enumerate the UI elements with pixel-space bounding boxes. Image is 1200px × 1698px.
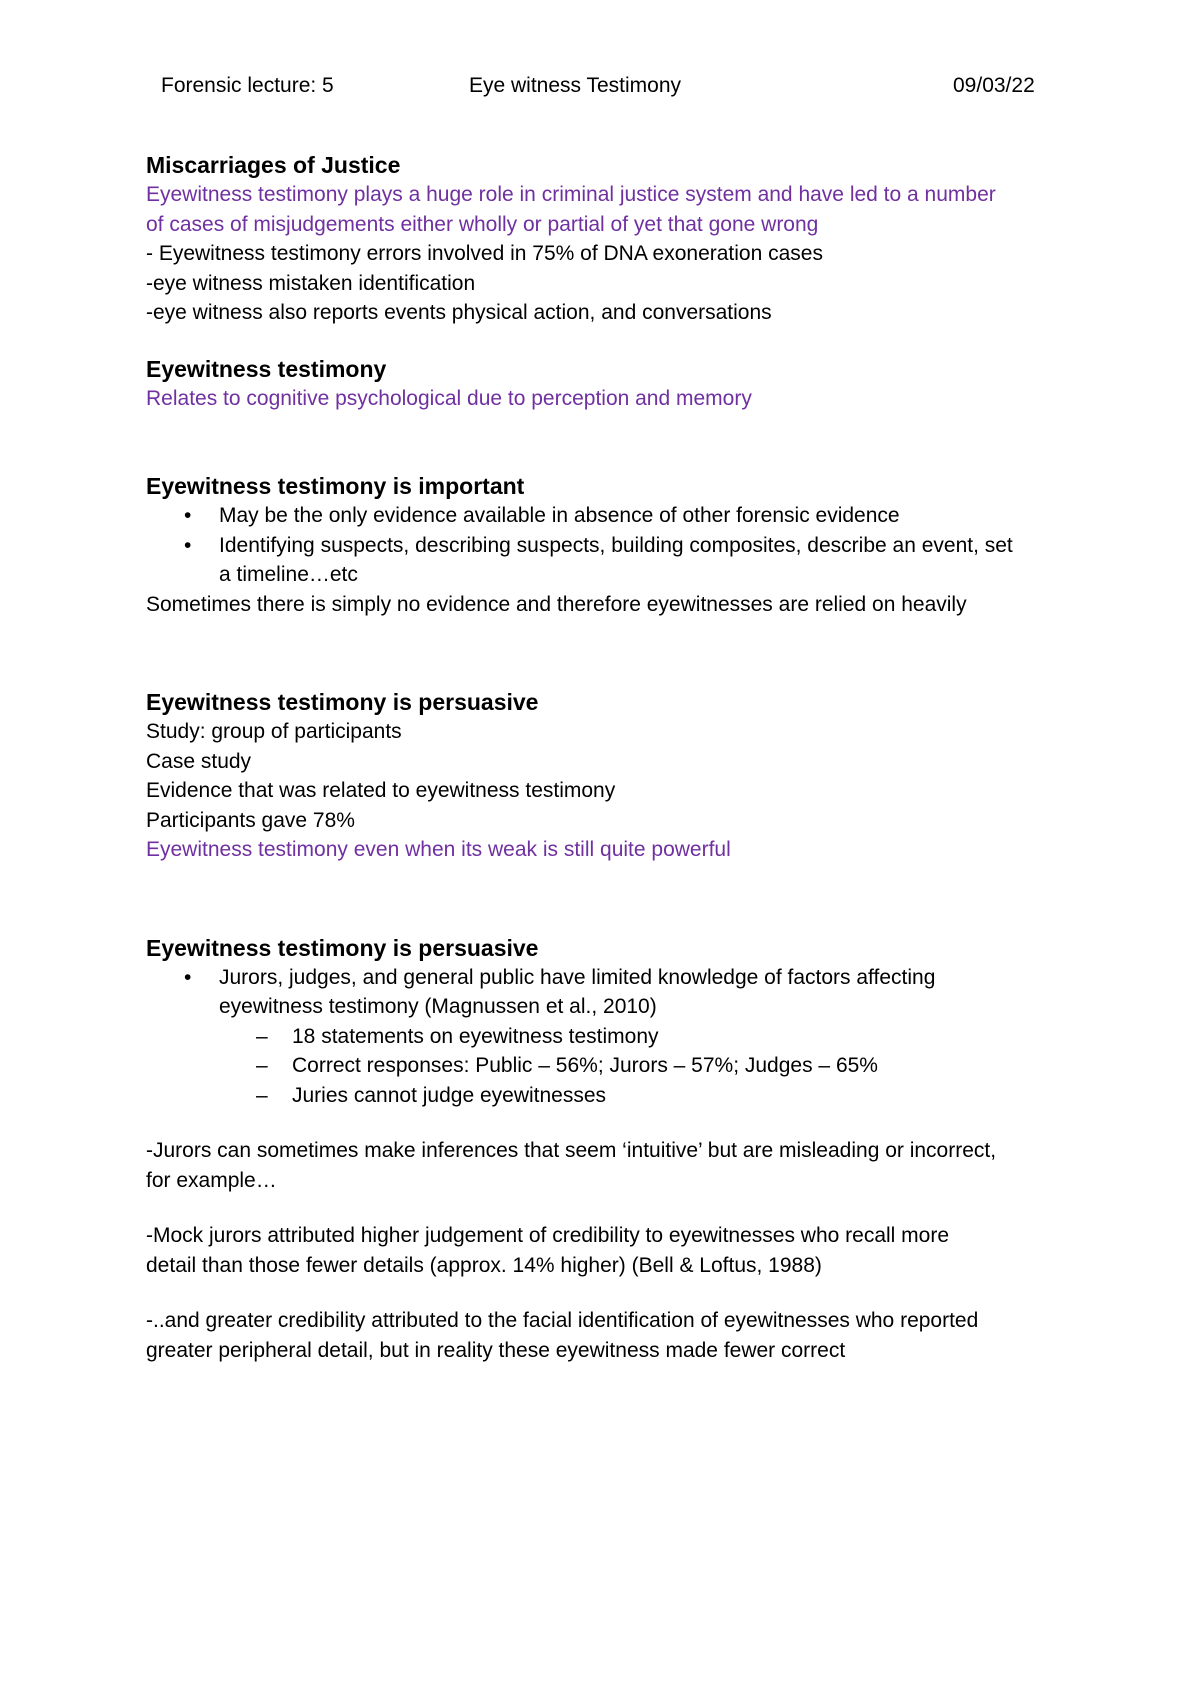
miscarriages-intro-line-1: Eyewitness testimony plays a huge role in criminal justice system and have led to a number bbox=[146, 183, 996, 206]
persuasive-2-subpoint-1: – 18 statements on eyewitness testimony bbox=[146, 1022, 1066, 1052]
section-heading-persuasive-2: Eyewitness testimony is persuasive bbox=[146, 934, 539, 961]
section-heading-important: Eyewitness testimony is important bbox=[146, 473, 525, 499]
spacer bbox=[146, 413, 1066, 471]
section-heading-eyewitness: Eyewitness testimony bbox=[146, 355, 387, 382]
spacer bbox=[146, 1195, 1066, 1221]
spacer bbox=[146, 1110, 1066, 1136]
important-closing: Sometimes there is simply no evidence and therefore eyewitnesses are relied on heavily bbox=[146, 592, 967, 616]
spacer bbox=[146, 328, 1066, 354]
section-heading-miscarriages: Miscarriages of Justice bbox=[146, 152, 401, 178]
document-body bbox=[146, 150, 1066, 1365]
persuasive-1-line-4: Participants gave 78% bbox=[146, 808, 355, 832]
important-bullet-2-continued: a timeline…etc bbox=[219, 563, 358, 586]
header-lecture-number: Forensic lecture: 5 bbox=[161, 74, 334, 97]
spacer bbox=[146, 865, 1066, 933]
persuasive-2-paragraph-2-line-2: detail than those fewer details (approx. 14% higher) (Bell & Loftus, 1988) bbox=[146, 1253, 822, 1277]
persuasive-2-subpoint-3: – Juries cannot judge eyewitnesses bbox=[146, 1081, 1066, 1111]
persuasive-1-note: Eyewitness testimony even when its weak is still quite powerful bbox=[146, 838, 731, 861]
persuasive-1-line-1: Study: group of participants bbox=[146, 720, 402, 743]
persuasive-1-line-3: Evidence that was related to eyewitness testimony bbox=[146, 779, 616, 802]
persuasive-2-paragraph-1-line-1: -Jurors can sometimes make inferences that seem ‘intuitive’ but are misleading or incorrect, bbox=[146, 1139, 997, 1162]
spacer bbox=[146, 619, 1066, 687]
spacer bbox=[146, 1280, 1066, 1306]
persuasive-1-line-2: Case study bbox=[146, 749, 252, 773]
section-heading-persuasive-1: Eyewitness testimony is persuasive bbox=[146, 689, 539, 715]
persuasive-2-subpoint-2: – Correct responses: Public – 56%; Jurors – 57%; Judges – 65% bbox=[146, 1051, 1066, 1081]
miscarriages-point-2: -eye witness mistaken identification bbox=[146, 271, 476, 295]
important-bullet-2: • Identifying suspects, describing suspects, building composites, describe an event, set bbox=[146, 531, 1066, 561]
header-date: 09/03/22 bbox=[953, 74, 1035, 97]
persuasive-2-paragraph-1-line-2: for example… bbox=[146, 1168, 277, 1192]
miscarriages-point-1: - Eyewitness testimony errors involved in 75% of DNA exoneration cases bbox=[146, 242, 823, 265]
important-bullet-1: • May be the only evidence available in absence of other forensic evidence bbox=[146, 501, 1066, 531]
miscarriages-point-3: -eye witness also reports events physical action, and conversations bbox=[146, 301, 772, 324]
page-header bbox=[0, 74, 1200, 104]
persuasive-2-bullet-1: • Jurors, judges, and general public have limited knowledge of factors affecting bbox=[146, 963, 1066, 993]
header-topic: Eye witness Testimony bbox=[469, 74, 682, 97]
eyewitness-note: Relates to cognitive psychological due to perception and memory bbox=[146, 386, 752, 410]
persuasive-2-paragraph-3-line-2: greater peripheral detail, but in reality these eyewitness made fewer correct bbox=[146, 1338, 846, 1362]
persuasive-2-bullet-1-continued: eyewitness testimony (Magnussen et al., 2010) bbox=[219, 995, 657, 1018]
persuasive-2-paragraph-3-line-1: -..and greater credibility attributed to the facial identification of eyewitnesses who reported bbox=[146, 1309, 979, 1332]
persuasive-2-paragraph-2-line-1: -Mock jurors attributed higher judgement of credibility to eyewitnesses who recall more bbox=[146, 1224, 950, 1247]
miscarriages-intro-line-2: of cases of misjudgements either wholly or partial of yet that gone wrong bbox=[146, 212, 819, 236]
